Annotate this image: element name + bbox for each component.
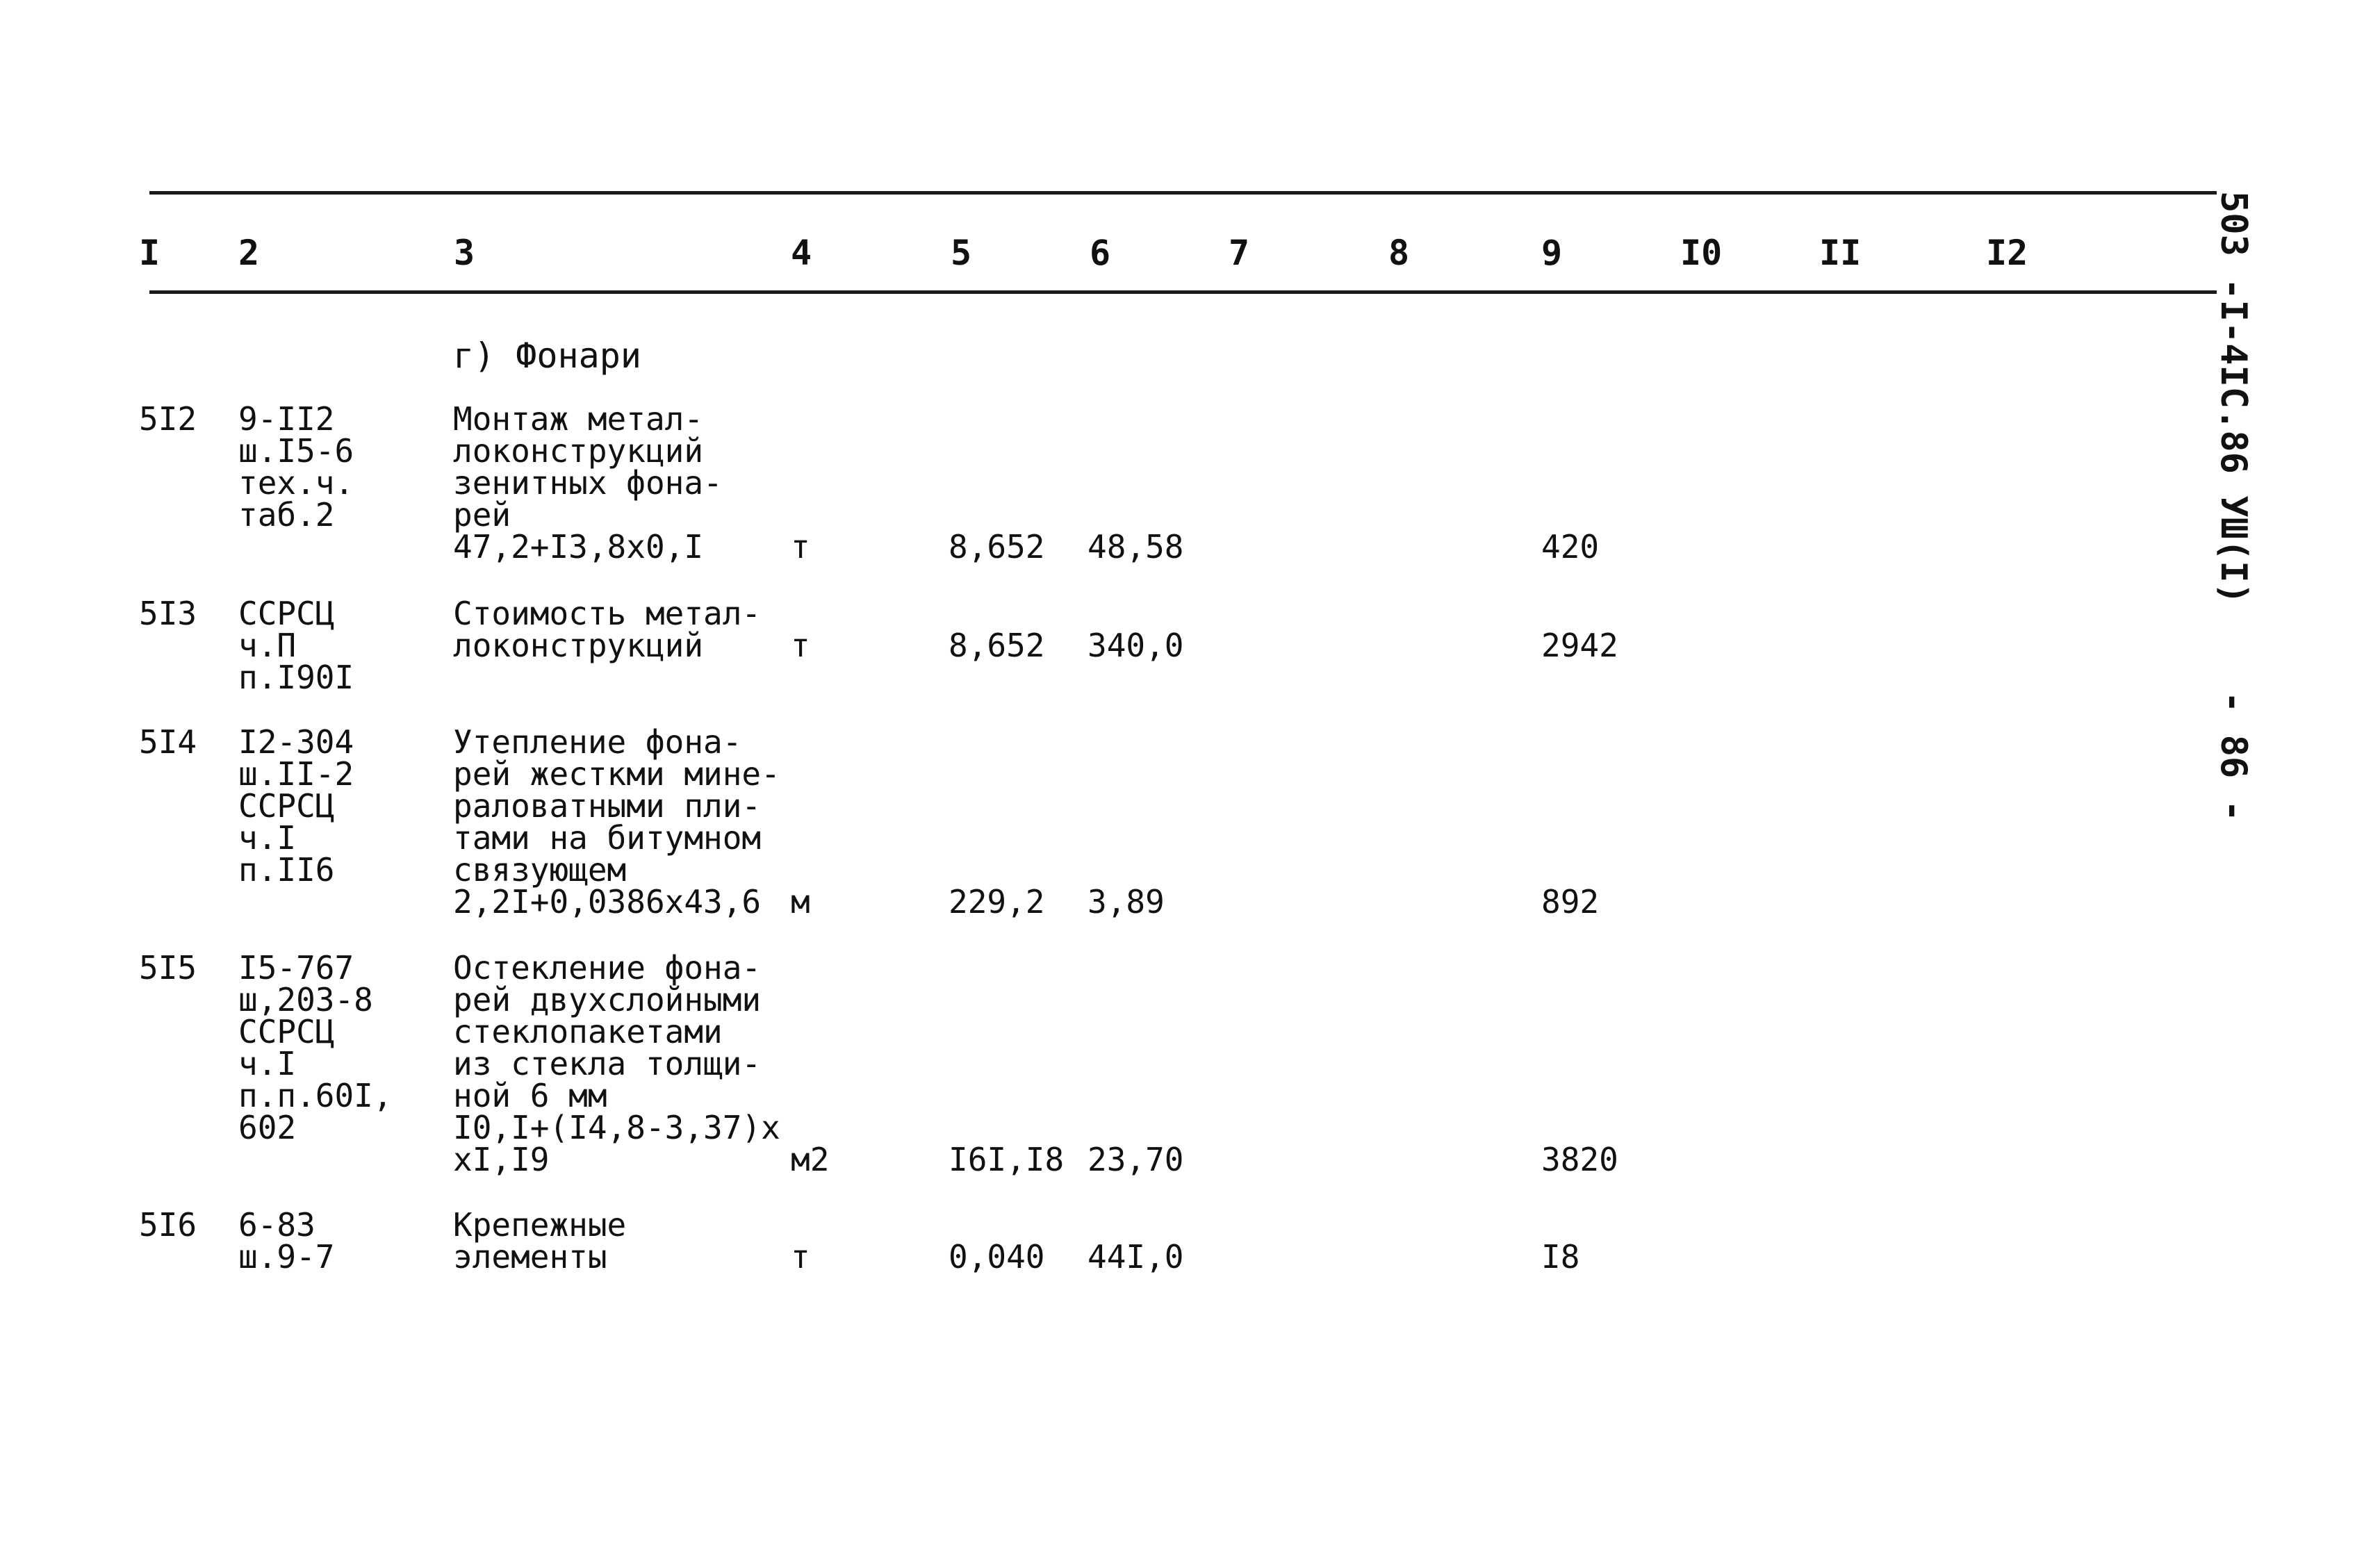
- reference-line: ч.П: [238, 627, 297, 664]
- column-header-2: 2: [238, 233, 260, 273]
- work-description-line: Утепление фона-: [453, 723, 742, 761]
- work-description-line: связующем: [453, 851, 627, 889]
- reference-line: п.I90I: [238, 659, 354, 696]
- page-number: - 86 -: [2213, 691, 2254, 822]
- row-number: 5I2: [139, 400, 197, 438]
- unit: м: [791, 883, 810, 921]
- column-header-11: II: [1819, 233, 1862, 273]
- reference-line: ш.I5-6: [238, 432, 354, 470]
- column-header-10: I0: [1680, 233, 1723, 273]
- reference-line: ССРСЦ: [238, 787, 335, 825]
- work-description: [453, 400, 723, 566]
- work-description-line: раловатными пли-: [453, 787, 762, 825]
- row-number: 5I5: [139, 949, 197, 987]
- unit-price: 340,0: [1088, 627, 1184, 664]
- total-cost: 892: [1541, 883, 1600, 921]
- work-description: [453, 723, 780, 921]
- column-header-12: I2: [1986, 233, 2028, 273]
- work-description-line: Остекление фона-: [453, 949, 762, 987]
- work-description-line: рей двухслойными: [453, 981, 762, 1018]
- work-description-line: 47,2+I3,8х0,I: [453, 528, 704, 566]
- column-header-8: 8: [1388, 233, 1410, 273]
- quantity: 8,652: [949, 528, 1045, 566]
- quantity: 0,040: [949, 1238, 1045, 1276]
- reference: [238, 949, 393, 1146]
- column-header-7: 7: [1229, 233, 1250, 273]
- work-description: [453, 1206, 627, 1276]
- work-description-line: из стекла толщи-: [453, 1045, 762, 1082]
- reference-line: ш,203-8: [238, 981, 373, 1018]
- header-top-rule: [149, 191, 2217, 195]
- work-description-line: I0,I+(I4,8-3,37)х: [453, 1109, 780, 1146]
- reference-line: ССРСЦ: [238, 1013, 335, 1050]
- reference: [238, 1206, 335, 1276]
- row-number: 5I6: [139, 1206, 197, 1244]
- header-bottom-rule: [149, 290, 2217, 294]
- work-description-line: Монтаж метал-: [453, 400, 704, 438]
- reference-line: ш.9-7: [238, 1238, 335, 1276]
- unit: т: [791, 1238, 810, 1276]
- work-description-line: стеклопакетами: [453, 1013, 723, 1050]
- work-description-line: рей жесткми мине-: [453, 755, 780, 793]
- work-description-line: хI,I9: [453, 1141, 550, 1178]
- work-description-line: локонструкций: [453, 627, 704, 664]
- reference-line: 6-83: [238, 1206, 315, 1244]
- section-title: г) Фонари: [453, 336, 641, 376]
- work-description-line: тами на битумном: [453, 819, 762, 857]
- unit: т: [791, 528, 810, 566]
- quantity: 229,2: [949, 883, 1045, 921]
- reference: [238, 595, 354, 696]
- reference-line: п.п.60I,: [238, 1077, 393, 1114]
- reference-line: I5-767: [238, 949, 354, 987]
- reference-line: 602: [238, 1109, 297, 1146]
- reference-line: п.II6: [238, 851, 335, 889]
- column-header-3: 3: [454, 233, 475, 273]
- total-cost: 420: [1541, 528, 1600, 566]
- column-header-9: 9: [1541, 233, 1563, 273]
- unit: м2: [791, 1141, 830, 1178]
- work-description-line: 2,2I+0,0386х43,6: [453, 883, 762, 921]
- reference-line: ч.I: [238, 1045, 297, 1082]
- unit: т: [791, 627, 810, 664]
- work-description: [453, 595, 762, 664]
- column-header-1: I: [139, 233, 161, 273]
- unit-price: 48,58: [1088, 528, 1184, 566]
- reference: [238, 723, 354, 889]
- column-header-4: 4: [791, 233, 812, 273]
- total-cost: 2942: [1541, 627, 1618, 664]
- work-description-line: рей: [453, 496, 511, 534]
- reference-line: ССРСЦ: [238, 595, 335, 632]
- reference-line: ч.I: [238, 819, 297, 857]
- reference-line: таб.2: [238, 496, 335, 534]
- unit-price: 23,70: [1088, 1141, 1184, 1178]
- work-description: [453, 949, 780, 1178]
- work-description-line: Крепежные: [453, 1206, 627, 1244]
- work-description-line: зенитных фона-: [453, 464, 723, 502]
- row-number: 5I3: [139, 595, 197, 632]
- quantity: 8,652: [949, 627, 1045, 664]
- unit-price: 3,89: [1088, 883, 1165, 921]
- work-description-line: Стоимость метал-: [453, 595, 762, 632]
- column-header-5: 5: [951, 233, 972, 273]
- work-description-line: элементы: [453, 1238, 607, 1276]
- unit-price: 44I,0: [1088, 1238, 1184, 1276]
- quantity: I6I,I8: [949, 1141, 1065, 1178]
- reference: [238, 400, 354, 534]
- total-cost: I8: [1541, 1238, 1580, 1276]
- reference-line: ш.II-2: [238, 755, 354, 793]
- reference-line: тех.ч.: [238, 464, 354, 502]
- reference-line: I2-304: [238, 723, 354, 761]
- row-number: 5I4: [139, 723, 197, 761]
- work-description-line: ной 6 мм: [453, 1077, 607, 1114]
- total-cost: 3820: [1541, 1141, 1618, 1178]
- reference-line: 9-II2: [238, 400, 335, 438]
- column-header-6: 6: [1090, 233, 1111, 273]
- work-description-line: локонструкций: [453, 432, 704, 470]
- document-code: 503 -I-4IС.86 УШ(I): [2213, 191, 2254, 604]
